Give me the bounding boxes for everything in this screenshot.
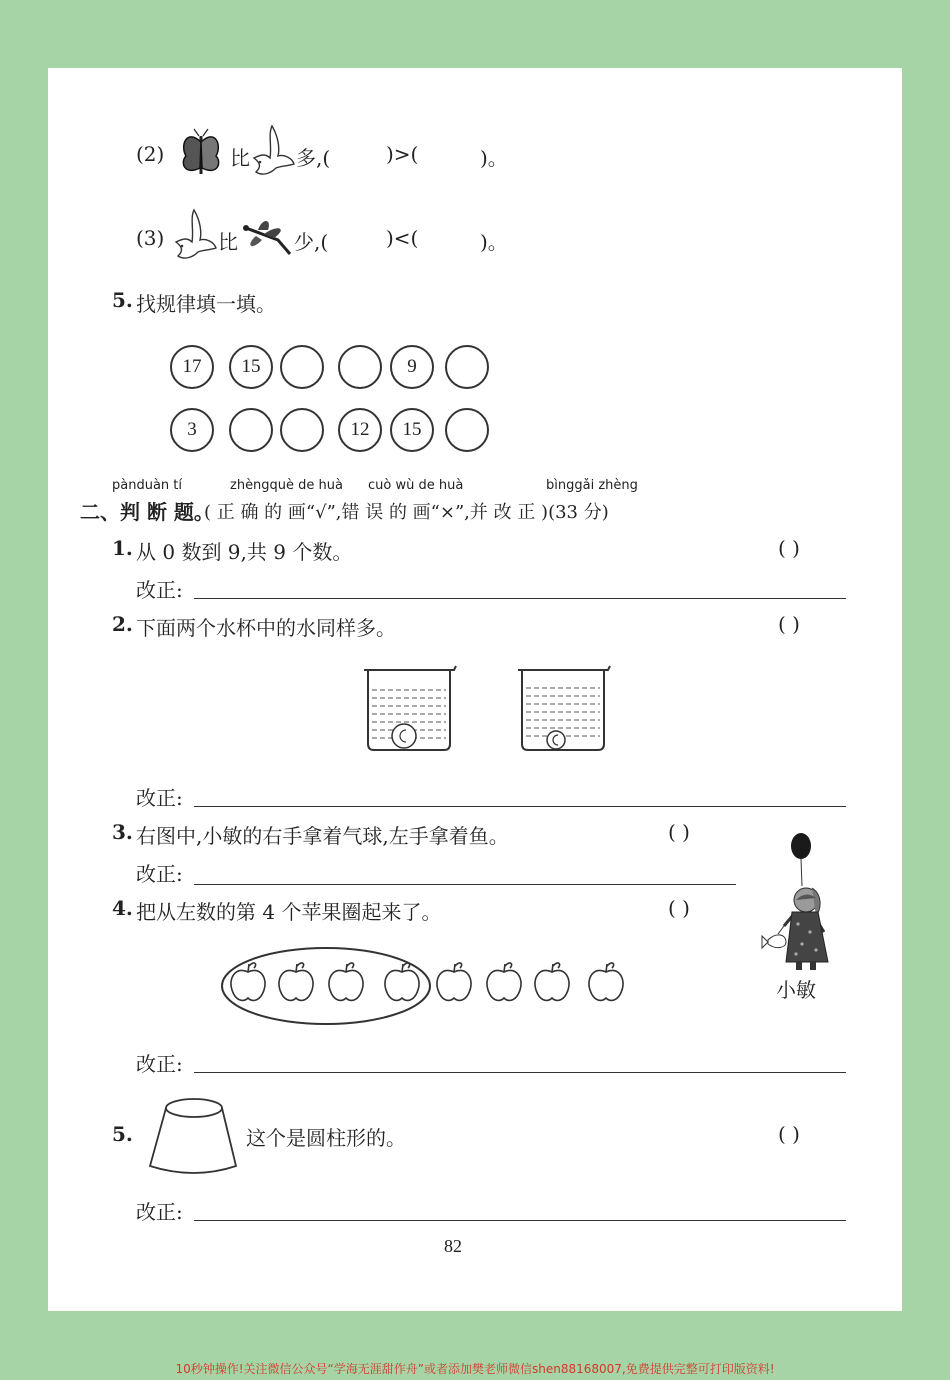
item1-number: 1. — [112, 536, 133, 560]
q4-item2-compare: )>( — [386, 142, 419, 166]
item4-fix-line[interactable] — [194, 1072, 846, 1073]
item2-text: 下面两个水杯中的水同样多。 — [136, 616, 396, 640]
page-number: 82 — [444, 1236, 462, 1256]
apple-icon — [589, 963, 623, 1000]
q4-item3-bi: 比 — [218, 230, 238, 254]
apple-icon — [437, 963, 471, 1000]
pattern-circle: 17 — [170, 345, 214, 389]
water-cup-right — [512, 664, 612, 756]
dragonfly-icon — [238, 214, 296, 264]
section2-title: 二、判 断 题。 — [80, 500, 214, 524]
pattern-circle: 3 — [170, 408, 214, 452]
item2-fix-label: 改正: — [136, 786, 183, 810]
pattern-circle: 9 — [390, 345, 434, 389]
pattern-circle: 12 — [338, 408, 382, 452]
butterfly-icon — [178, 128, 224, 180]
pattern-circle-blank[interactable] — [229, 408, 273, 452]
pinyin-zhengque: zhèngquè de huà — [230, 478, 344, 493]
item3-answer-box[interactable]: ( ) — [668, 820, 690, 844]
pinyin-panduanti: pànduàn tí — [112, 478, 182, 493]
item5-fix-label: 改正: — [136, 1200, 183, 1224]
pinyin-cuowu: cuò wù de huà — [368, 478, 464, 493]
pinyin-binggaizheng: bìnggǎi zhèng — [546, 478, 638, 493]
item4-text: 把从左数的第 4 个苹果圈起来了。 — [136, 900, 442, 924]
q4-item2-label: (2) — [136, 142, 165, 166]
q5-text: 找规律填一填。 — [136, 292, 276, 316]
item5-answer-box[interactable]: ( ) — [778, 1122, 800, 1146]
q4-item3-end: )。 — [480, 230, 508, 254]
item1-answer-box[interactable]: ( ) — [778, 536, 800, 560]
pattern-circle: 15 — [229, 345, 273, 389]
pattern-circle-blank[interactable] — [338, 345, 382, 389]
apple-icon — [279, 963, 313, 1000]
pattern-circle-blank[interactable] — [445, 408, 489, 452]
q4-item3-compare: )<( — [386, 226, 419, 250]
q4-item3-label: (3) — [136, 226, 165, 250]
pattern-circle: 15 — [390, 408, 434, 452]
pattern-circle-blank[interactable] — [280, 345, 324, 389]
girl-xiaomin-illustration — [756, 824, 846, 976]
item4-answer-box[interactable]: ( ) — [668, 896, 690, 920]
item5-text: 这个是圆柱形的。 — [246, 1126, 406, 1150]
item1-text: 从 0 数到 9,共 9 个数。 — [136, 540, 353, 564]
item3-fix-label: 改正: — [136, 862, 183, 886]
apple-icon — [487, 963, 521, 1000]
worksheet-page — [48, 68, 902, 1311]
item3-fix-line[interactable] — [194, 884, 736, 885]
water-cup-left — [358, 664, 458, 756]
item1-fix-label: 改正: — [136, 578, 183, 602]
frustum-shape — [144, 1094, 242, 1180]
girl-name-label: 小敏 — [776, 978, 816, 1002]
apple-icon — [385, 963, 419, 1000]
q4-item2-bi: 比 — [230, 146, 250, 170]
item2-fix-line[interactable] — [194, 806, 846, 807]
pattern-circle-blank[interactable] — [280, 408, 324, 452]
item1-fix-line[interactable] — [194, 598, 846, 599]
promo-footer: 10秒钟操作!关注微信公众号“学海无涯甜作舟”或者添加樊老师微信shen88168007,免费提供完整可打印版资料! — [175, 1362, 775, 1376]
apple-icon — [231, 963, 265, 1000]
item3-text: 右图中,小敏的右手拿着气球,左手拿着鱼。 — [136, 824, 509, 848]
q5-number: 5. — [112, 288, 133, 312]
item4-fix-label: 改正: — [136, 1052, 183, 1076]
item2-number: 2. — [112, 612, 133, 636]
q4-item3-less: 少,( — [294, 230, 329, 254]
item5-number: 5. — [112, 1122, 133, 1146]
item5-fix-line[interactable] — [194, 1220, 846, 1221]
q4-item2-end: )。 — [480, 146, 508, 170]
apple-icon — [329, 963, 363, 1000]
dove-icon — [248, 124, 298, 180]
item3-number: 3. — [112, 820, 133, 844]
apple-icon — [535, 963, 569, 1000]
item2-answer-box[interactable]: ( ) — [778, 612, 800, 636]
dove-icon — [170, 208, 220, 264]
apples-row — [218, 944, 658, 1028]
pattern-circle-blank[interactable] — [445, 345, 489, 389]
q4-item2-more: 多,( — [296, 146, 331, 170]
section2-instruction: ( 正 确 的 画“√”,错 误 的 画“×”,并 改 正 )(33 分) — [204, 502, 609, 523]
item4-number: 4. — [112, 896, 133, 920]
